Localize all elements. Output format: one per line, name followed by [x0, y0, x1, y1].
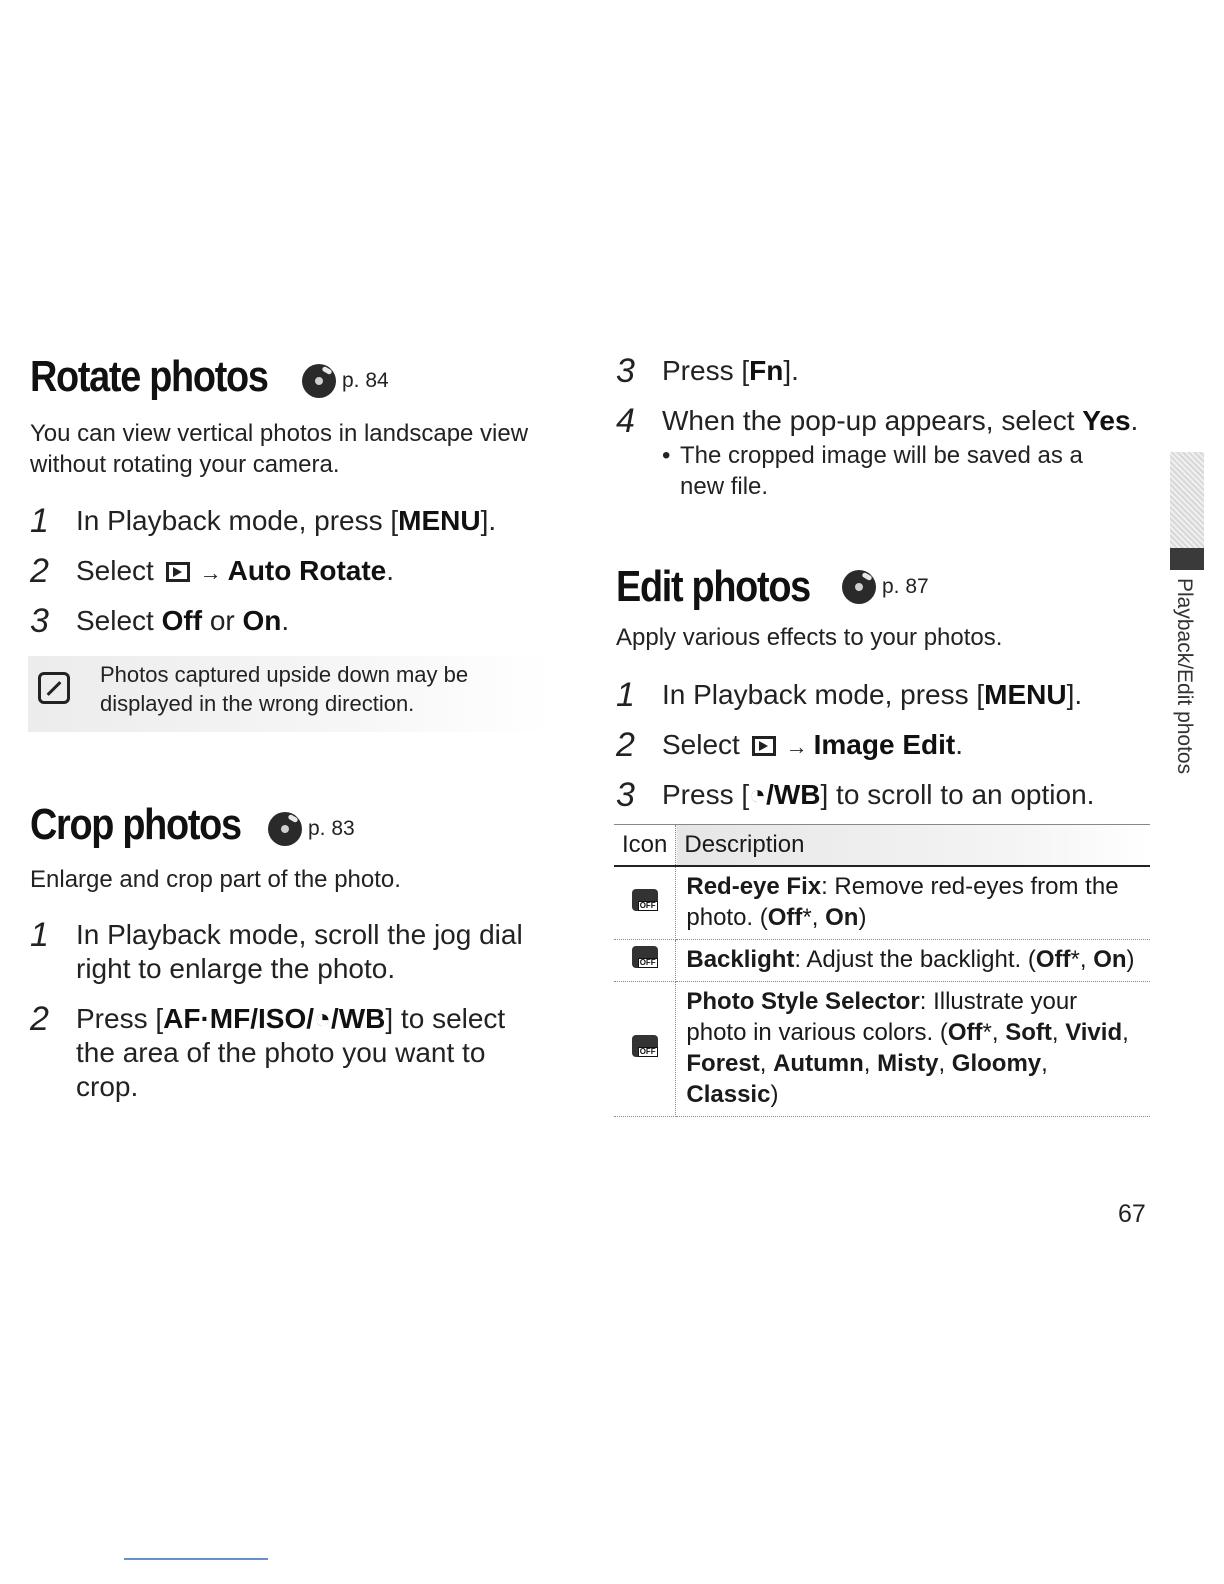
rotate-note [28, 656, 552, 732]
playback-menu-icon [752, 736, 776, 756]
rotate-note-text: Photos captured upside down may be displayed in the wrong direction. [100, 662, 469, 716]
header-icon: Icon [614, 825, 676, 867]
rotate-step-2: 2 Select → Auto Rotate. [30, 552, 395, 590]
menu-key: MENU [984, 679, 1067, 710]
rotate-title: Rotate photos [30, 352, 268, 401]
arrow-right-icon: → [199, 560, 222, 585]
table-cell-description: Backlight: Adjust the backlight. (Off*, On) [676, 940, 1150, 982]
disc-icon [302, 364, 336, 398]
crop-step-2: 2 Press [AF·MF/ISO/◔/WB] to select the area of the photo you want to crop. [30, 1000, 506, 1102]
arrow-right-icon: → [785, 734, 808, 759]
red-eye-fix-icon: OFF [632, 889, 658, 911]
timer-key-icon: ◔ [749, 779, 767, 810]
rotate-header [30, 352, 306, 402]
crop-intro: Enlarge and crop part of the photo. [30, 866, 401, 893]
rotate-ref-text: p. 84 [342, 369, 389, 392]
crop-step-4: 4 When the pop-up appears, select Yes. [616, 402, 1139, 440]
options-table [614, 824, 1150, 1117]
crop-step-1: 1 In Playback mode, scroll the jog dial right to enlarge the photo. [30, 916, 523, 984]
edit-step-1: 1 In Playback mode, press [MENU]. [616, 676, 1083, 714]
table-row [614, 940, 1150, 982]
sidebar-chapter-label: Playback/Edit photos [1173, 578, 1196, 775]
photo-style-selector-icon: OFF [632, 1035, 658, 1057]
rotate-step-3: 3 Select Off or On. [30, 602, 290, 640]
edit-step-2: 2 Select → Image Edit. [616, 726, 963, 764]
edit-title: Edit photos [616, 562, 810, 611]
page-number: 67 [1118, 1200, 1146, 1228]
rotate-intro: You can view vertical photos in landscape view without rotating your camera. [30, 420, 529, 478]
table-row [614, 982, 1150, 1117]
timer-key-icon: ◔ [314, 1003, 331, 1034]
crop-title: Crop photos [30, 800, 241, 849]
sidebar-tab-pattern [1170, 452, 1204, 548]
crop-bullet: • The cropped image will be saved as a new file. [662, 442, 1083, 500]
edit-intro: Apply various effects to your photos. [616, 624, 1003, 651]
wb-key: /WB [766, 779, 821, 810]
af-mf-iso-key: AF·MF/ISO/ [163, 1003, 315, 1034]
table-cell-description: Photo Style Selector: Illustrate your photo in various colors. (Off*, Soft, Vivid, Forest, Autumn, Misty, Gloomy, Classic) [676, 982, 1150, 1117]
menu-key: MENU [398, 505, 481, 536]
disc-icon [268, 812, 302, 846]
rotate-step-1: 1 In Playback mode, press [MENU]. [30, 502, 497, 540]
sidebar-tab-marker [1170, 548, 1204, 570]
playback-menu-icon [166, 562, 190, 582]
crop-step-3: 3 Press [Fn]. [616, 352, 799, 390]
crop-ref-text: p. 83 [308, 817, 355, 840]
edit-ref-text: p. 87 [882, 575, 929, 598]
rotate-page-ref [302, 364, 389, 398]
table-row [614, 866, 1150, 940]
edit-header [616, 562, 841, 612]
disc-icon [842, 570, 876, 604]
table-cell-description: Red-eye Fix: Remove red-eyes from the photo. (Off*, On) [676, 866, 1150, 940]
note-icon [38, 672, 70, 704]
crop-header [30, 800, 275, 850]
wb-key: /WB [330, 1003, 386, 1034]
edit-page-ref [842, 570, 929, 604]
bottom-divider [124, 1558, 268, 1560]
crop-page-ref [268, 812, 355, 846]
edit-step-3: 3 Press [◔/WB] to scroll to an option. [616, 776, 1095, 814]
fn-key: Fn [749, 355, 784, 386]
backlight-icon: OFF [632, 946, 658, 968]
header-description: Description [676, 825, 1150, 867]
